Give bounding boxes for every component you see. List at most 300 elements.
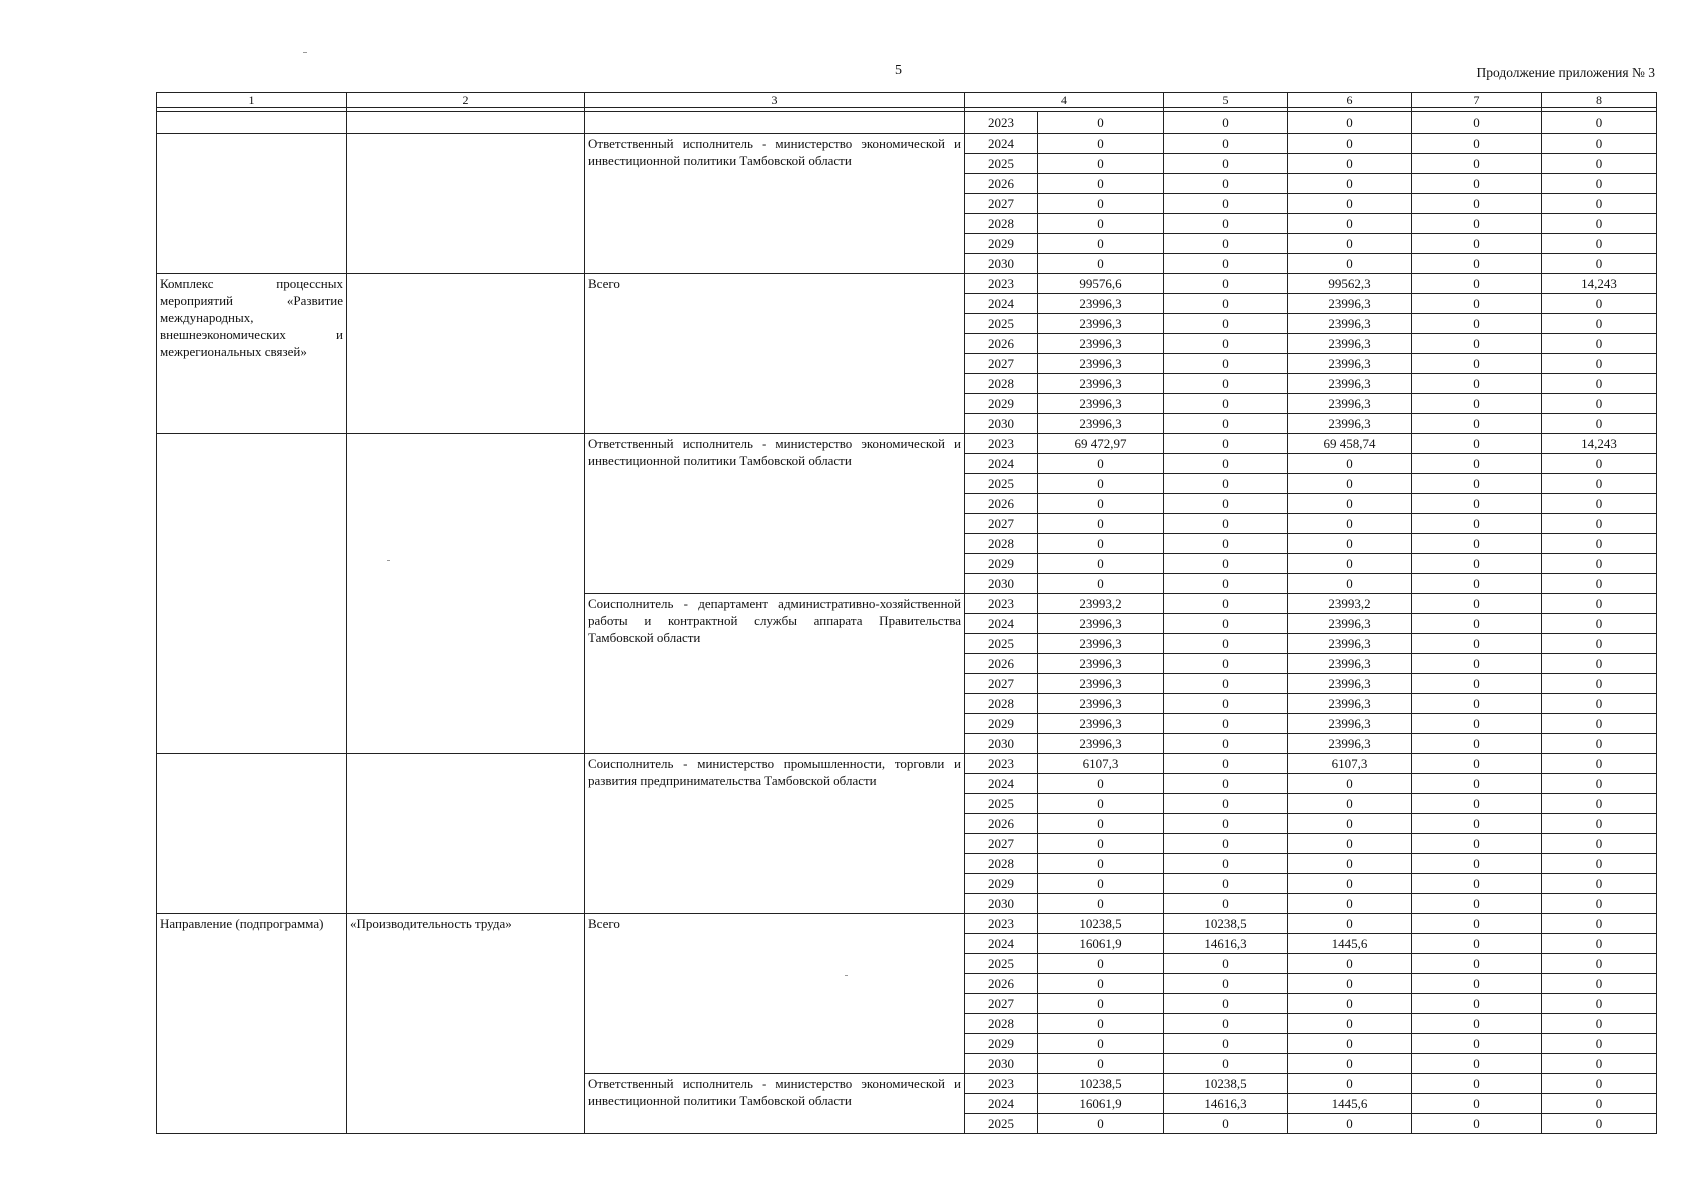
value-cell: 0 — [1164, 794, 1288, 814]
year-cell: 2026 — [965, 334, 1038, 354]
value-cell: 0 — [1542, 174, 1657, 194]
value-cell: 99576,6 — [1038, 274, 1164, 294]
year-cell: 2030 — [965, 574, 1038, 594]
program-element-cell — [157, 434, 347, 754]
value-cell: 0 — [1038, 474, 1164, 494]
year-cell: 2023 — [965, 1074, 1038, 1094]
value-cell: 0 — [1542, 494, 1657, 514]
value-cell: 0 — [1542, 154, 1657, 174]
program-element-cell — [157, 112, 347, 134]
value-cell: 0 — [1038, 814, 1164, 834]
value-cell: 0 — [1288, 974, 1412, 994]
value-cell: 0 — [1038, 894, 1164, 914]
year-cell: 2023 — [965, 112, 1038, 134]
value-cell: 0 — [1542, 954, 1657, 974]
value-cell: 0 — [1412, 194, 1542, 214]
value-cell: 0 — [1542, 894, 1657, 914]
value-cell: 0 — [1288, 234, 1412, 254]
value-cell: 0 — [1412, 534, 1542, 554]
year-cell: 2026 — [965, 174, 1038, 194]
value-cell: 23996,3 — [1038, 294, 1164, 314]
value-cell: 0 — [1412, 614, 1542, 634]
value-cell: 0 — [1288, 1054, 1412, 1074]
value-cell: 0 — [1164, 234, 1288, 254]
column-header: 3 — [585, 93, 965, 108]
value-cell: 6107,3 — [1038, 754, 1164, 774]
year-cell: 2024 — [965, 934, 1038, 954]
year-cell: 2028 — [965, 694, 1038, 714]
program-name-cell — [347, 754, 585, 914]
executor-cell: Соисполнитель - министерство промышленности, торговли и развития предпринимательства Тамбовской области — [585, 754, 965, 914]
value-cell: 0 — [1164, 1014, 1288, 1034]
value-cell: 23993,2 — [1288, 594, 1412, 614]
value-cell: 0 — [1164, 474, 1288, 494]
value-cell: 0 — [1542, 134, 1657, 154]
year-cell: 2029 — [965, 234, 1038, 254]
program-name-cell: «Производительность труда» — [347, 914, 585, 1134]
value-cell: 0 — [1412, 494, 1542, 514]
value-cell: 0 — [1412, 854, 1542, 874]
value-cell: 0 — [1542, 614, 1657, 634]
value-cell: 0 — [1542, 354, 1657, 374]
value-cell: 0 — [1164, 1034, 1288, 1054]
value-cell: 0 — [1412, 474, 1542, 494]
value-cell: 23996,3 — [1038, 734, 1164, 754]
value-cell: 23993,2 — [1038, 594, 1164, 614]
year-cell: 2027 — [965, 354, 1038, 374]
value-cell: 23996,3 — [1288, 654, 1412, 674]
value-cell: 0 — [1038, 854, 1164, 874]
value-cell: 0 — [1038, 794, 1164, 814]
value-cell: 0 — [1542, 1034, 1657, 1054]
value-cell: 0 — [1288, 514, 1412, 534]
value-cell: 23996,3 — [1288, 634, 1412, 654]
value-cell: 0 — [1412, 994, 1542, 1014]
value-cell: 0 — [1542, 854, 1657, 874]
executor-cell — [585, 112, 965, 134]
value-cell: 0 — [1164, 874, 1288, 894]
value-cell: 0 — [1288, 1014, 1412, 1034]
value-cell: 0 — [1288, 214, 1412, 234]
value-cell: 23996,3 — [1038, 374, 1164, 394]
value-cell: 0 — [1412, 914, 1542, 934]
value-cell: 0 — [1412, 834, 1542, 854]
value-cell: 0 — [1288, 954, 1412, 974]
value-cell: 23996,3 — [1288, 394, 1412, 414]
value-cell: 0 — [1164, 314, 1288, 334]
value-cell: 23996,3 — [1038, 314, 1164, 334]
value-cell: 0 — [1038, 774, 1164, 794]
value-cell: 10238,5 — [1164, 1074, 1288, 1094]
value-cell: 0 — [1542, 414, 1657, 434]
value-cell: 0 — [1288, 534, 1412, 554]
value-cell: 0 — [1038, 1014, 1164, 1034]
value-cell: 16061,9 — [1038, 1094, 1164, 1114]
value-cell: 0 — [1542, 334, 1657, 354]
column-header: 4 — [965, 93, 1164, 108]
executor-cell: Ответственный исполнитель - министерство экономической и инвестиционной политики Тамбовской области — [585, 1074, 965, 1134]
value-cell: 0 — [1288, 494, 1412, 514]
year-cell: 2023 — [965, 594, 1038, 614]
value-cell: 0 — [1164, 274, 1288, 294]
value-cell: 0 — [1412, 234, 1542, 254]
value-cell: 0 — [1038, 994, 1164, 1014]
value-cell: 0 — [1038, 534, 1164, 554]
executor-cell: Соисполнитель - департамент административно-хозяйственной работы и контрактной службы аппарата Правительства Тамбовской области — [585, 594, 965, 754]
value-cell: 23996,3 — [1288, 694, 1412, 714]
value-cell: 0 — [1542, 394, 1657, 414]
year-cell: 2025 — [965, 154, 1038, 174]
value-cell: 0 — [1412, 634, 1542, 654]
column-header: 2 — [347, 93, 585, 108]
value-cell: 0 — [1542, 534, 1657, 554]
page-number: 5 — [895, 63, 902, 78]
value-cell: 0 — [1288, 474, 1412, 494]
year-cell: 2029 — [965, 1034, 1038, 1054]
year-cell: 2023 — [965, 434, 1038, 454]
value-cell: 0 — [1164, 1054, 1288, 1074]
value-cell: 0 — [1288, 814, 1412, 834]
value-cell: 99562,3 — [1288, 274, 1412, 294]
value-cell: 69 458,74 — [1288, 434, 1412, 454]
value-cell: 10238,5 — [1164, 914, 1288, 934]
table-row — [157, 754, 1657, 774]
year-cell: 2025 — [965, 794, 1038, 814]
program-name-cell — [347, 112, 585, 134]
value-cell: 0 — [1412, 214, 1542, 234]
value-cell: 0 — [1038, 514, 1164, 534]
value-cell: 0 — [1412, 154, 1542, 174]
value-cell: 0 — [1038, 454, 1164, 474]
year-cell: 2024 — [965, 134, 1038, 154]
value-cell: 0 — [1542, 254, 1657, 274]
value-cell: 0 — [1542, 1114, 1657, 1134]
year-cell: 2024 — [965, 774, 1038, 794]
value-cell: 0 — [1038, 954, 1164, 974]
value-cell: 0 — [1412, 1034, 1542, 1054]
value-cell: 23996,3 — [1038, 694, 1164, 714]
year-cell: 2026 — [965, 654, 1038, 674]
year-cell: 2030 — [965, 894, 1038, 914]
value-cell: 0 — [1038, 214, 1164, 234]
value-cell: 0 — [1412, 794, 1542, 814]
value-cell: 0 — [1542, 194, 1657, 214]
value-cell: 0 — [1164, 414, 1288, 434]
year-cell: 2024 — [965, 454, 1038, 474]
value-cell: 0 — [1542, 1094, 1657, 1114]
value-cell: 0 — [1164, 154, 1288, 174]
year-cell: 2029 — [965, 874, 1038, 894]
table-row — [157, 112, 1657, 134]
value-cell: 0 — [1412, 934, 1542, 954]
value-cell: 0 — [1412, 654, 1542, 674]
year-cell: 2029 — [965, 554, 1038, 574]
value-cell: 0 — [1038, 554, 1164, 574]
value-cell: 0 — [1542, 794, 1657, 814]
column-header: 1 — [157, 93, 347, 108]
value-cell: 0 — [1038, 154, 1164, 174]
value-cell: 0 — [1412, 1054, 1542, 1074]
value-cell: 23996,3 — [1038, 714, 1164, 734]
value-cell: 0 — [1542, 874, 1657, 894]
value-cell: 0 — [1164, 574, 1288, 594]
value-cell: 0 — [1412, 354, 1542, 374]
value-cell: 0 — [1288, 174, 1412, 194]
value-cell: 0 — [1542, 834, 1657, 854]
value-cell: 0 — [1412, 894, 1542, 914]
value-cell: 0 — [1542, 234, 1657, 254]
value-cell: 0 — [1542, 594, 1657, 614]
value-cell: 0 — [1164, 834, 1288, 854]
value-cell: 1445,6 — [1288, 1094, 1412, 1114]
value-cell: 0 — [1412, 294, 1542, 314]
value-cell: 0 — [1412, 1074, 1542, 1094]
value-cell: 23996,3 — [1288, 414, 1412, 434]
value-cell: 0 — [1542, 674, 1657, 694]
value-cell: 0 — [1164, 734, 1288, 754]
value-cell: 0 — [1164, 354, 1288, 374]
value-cell: 0 — [1038, 174, 1164, 194]
value-cell: 0 — [1542, 974, 1657, 994]
year-cell: 2030 — [965, 734, 1038, 754]
executor-cell: Всего — [585, 274, 965, 434]
value-cell: 0 — [1164, 594, 1288, 614]
value-cell: 0 — [1542, 934, 1657, 954]
table-row — [157, 274, 1657, 294]
value-cell: 0 — [1288, 134, 1412, 154]
value-cell: 0 — [1412, 954, 1542, 974]
value-cell: 0 — [1164, 434, 1288, 454]
year-cell: 2027 — [965, 674, 1038, 694]
value-cell: 0 — [1542, 454, 1657, 474]
value-cell: 0 — [1542, 914, 1657, 934]
value-cell: 23996,3 — [1038, 334, 1164, 354]
value-cell: 23996,3 — [1288, 314, 1412, 334]
value-cell: 0 — [1038, 134, 1164, 154]
value-cell: 0 — [1288, 854, 1412, 874]
year-cell: 2030 — [965, 254, 1038, 274]
value-cell: 0 — [1288, 194, 1412, 214]
year-cell: 2025 — [965, 1114, 1038, 1134]
value-cell: 0 — [1542, 634, 1657, 654]
value-cell: 0 — [1542, 474, 1657, 494]
value-cell: 0 — [1412, 1014, 1542, 1034]
value-cell: 0 — [1542, 734, 1657, 754]
value-cell: 0 — [1164, 214, 1288, 234]
year-cell: 2025 — [965, 314, 1038, 334]
value-cell: 23996,3 — [1038, 354, 1164, 374]
value-cell: 0 — [1412, 174, 1542, 194]
year-cell: 2030 — [965, 414, 1038, 434]
value-cell: 0 — [1164, 754, 1288, 774]
table-body — [157, 112, 1657, 1134]
table-row — [157, 434, 1657, 454]
year-cell: 2025 — [965, 474, 1038, 494]
value-cell: 14,243 — [1542, 434, 1657, 454]
value-cell: 23996,3 — [1288, 714, 1412, 734]
year-cell: 2027 — [965, 514, 1038, 534]
value-cell: 0 — [1542, 314, 1657, 334]
value-cell: 0 — [1412, 394, 1542, 414]
value-cell: 0 — [1288, 1074, 1412, 1094]
value-cell: 0 — [1542, 1074, 1657, 1094]
value-cell: 0 — [1412, 734, 1542, 754]
value-cell: 0 — [1038, 1054, 1164, 1074]
value-cell: 0 — [1542, 554, 1657, 574]
executor-cell: Всего — [585, 914, 965, 1074]
value-cell: 16061,9 — [1038, 934, 1164, 954]
value-cell: 0 — [1412, 554, 1542, 574]
value-cell: 0 — [1288, 554, 1412, 574]
value-cell: 0 — [1164, 134, 1288, 154]
value-cell: 0 — [1038, 254, 1164, 274]
value-cell: 0 — [1412, 754, 1542, 774]
value-cell: 0 — [1164, 454, 1288, 474]
year-cell: 2030 — [965, 1054, 1038, 1074]
value-cell: 0 — [1542, 294, 1657, 314]
value-cell: 0 — [1164, 974, 1288, 994]
value-cell: 0 — [1038, 834, 1164, 854]
value-cell: 0 — [1542, 994, 1657, 1014]
column-header: 6 — [1288, 93, 1412, 108]
value-cell: 23996,3 — [1038, 414, 1164, 434]
year-cell: 2029 — [965, 394, 1038, 414]
value-cell: 0 — [1164, 494, 1288, 514]
value-cell: 0 — [1164, 1114, 1288, 1134]
year-cell: 2028 — [965, 534, 1038, 554]
value-cell: 0 — [1164, 334, 1288, 354]
year-cell: 2027 — [965, 194, 1038, 214]
value-cell: 0 — [1164, 394, 1288, 414]
value-cell: 0 — [1542, 214, 1657, 234]
value-cell: 0 — [1412, 254, 1542, 274]
year-cell: 2028 — [965, 374, 1038, 394]
year-cell: 2025 — [965, 954, 1038, 974]
value-cell: 0 — [1412, 434, 1542, 454]
value-cell: 0 — [1542, 694, 1657, 714]
value-cell: 0 — [1164, 534, 1288, 554]
value-cell: 14616,3 — [1164, 1094, 1288, 1114]
value-cell: 0 — [1038, 874, 1164, 894]
value-cell: 0 — [1288, 1114, 1412, 1134]
value-cell: 0 — [1164, 174, 1288, 194]
table-row — [157, 134, 1657, 154]
value-cell: 0 — [1412, 814, 1542, 834]
program-name-cell — [347, 274, 585, 434]
value-cell: 0 — [1164, 634, 1288, 654]
year-cell: 2027 — [965, 994, 1038, 1014]
value-cell: 0 — [1412, 974, 1542, 994]
year-cell: 2028 — [965, 1014, 1038, 1034]
value-cell: 0 — [1542, 574, 1657, 594]
program-name-cell — [347, 134, 585, 274]
executor-cell: Ответственный исполнитель - министерство экономической и инвестиционной политики Тамбовской области — [585, 134, 965, 274]
value-cell: 0 — [1542, 774, 1657, 794]
value-cell: 0 — [1412, 594, 1542, 614]
year-cell: 2023 — [965, 274, 1038, 294]
value-cell: 0 — [1038, 1034, 1164, 1054]
year-cell: 2025 — [965, 634, 1038, 654]
value-cell: 0 — [1412, 1094, 1542, 1114]
value-cell: 6107,3 — [1288, 754, 1412, 774]
year-cell: 2023 — [965, 754, 1038, 774]
year-cell: 2024 — [965, 294, 1038, 314]
year-cell: 2026 — [965, 494, 1038, 514]
value-cell: 0 — [1412, 274, 1542, 294]
value-cell: 23996,3 — [1288, 354, 1412, 374]
value-cell: 0 — [1542, 714, 1657, 734]
scan-speck — [303, 52, 307, 53]
program-name-cell — [347, 434, 585, 754]
value-cell: 0 — [1164, 554, 1288, 574]
value-cell: 0 — [1412, 774, 1542, 794]
value-cell: 0 — [1412, 454, 1542, 474]
value-cell: 23996,3 — [1288, 734, 1412, 754]
value-cell: 0 — [1164, 694, 1288, 714]
program-element-cell — [157, 134, 347, 274]
value-cell: 0 — [1164, 514, 1288, 534]
value-cell: 23996,3 — [1038, 674, 1164, 694]
value-cell: 0 — [1164, 714, 1288, 734]
year-cell: 2028 — [965, 854, 1038, 874]
value-cell: 0 — [1288, 574, 1412, 594]
year-cell: 2027 — [965, 834, 1038, 854]
value-cell: 0 — [1164, 194, 1288, 214]
year-cell: 2028 — [965, 214, 1038, 234]
value-cell: 0 — [1164, 614, 1288, 634]
program-element-cell: Комплекс процессных мероприятий «Развитие международных, внешнеэкономических и межрегиональных связей» — [157, 274, 347, 434]
value-cell: 0 — [1164, 954, 1288, 974]
value-cell: 0 — [1542, 654, 1657, 674]
value-cell: 23996,3 — [1288, 674, 1412, 694]
year-cell: 2026 — [965, 814, 1038, 834]
value-cell: 0 — [1412, 1114, 1542, 1134]
value-cell: 10238,5 — [1038, 914, 1164, 934]
value-cell: 23996,3 — [1288, 374, 1412, 394]
value-cell: 0 — [1164, 294, 1288, 314]
value-cell: 0 — [1412, 514, 1542, 534]
continuation-label: Продолжение приложения № 3 — [1476, 65, 1655, 80]
year-cell: 2024 — [965, 614, 1038, 634]
value-cell: 0 — [1412, 694, 1542, 714]
value-cell: 23996,3 — [1288, 294, 1412, 314]
budget-table — [156, 92, 1657, 1134]
value-cell: 0 — [1288, 254, 1412, 274]
value-cell: 0 — [1164, 674, 1288, 694]
value-cell: 0 — [1038, 234, 1164, 254]
value-cell: 0 — [1288, 794, 1412, 814]
column-header: 7 — [1412, 93, 1542, 108]
value-cell: 69 472,97 — [1038, 434, 1164, 454]
value-cell: 1445,6 — [1288, 934, 1412, 954]
value-cell: 0 — [1412, 874, 1542, 894]
value-cell: 0 — [1038, 112, 1164, 134]
value-cell: 0 — [1164, 654, 1288, 674]
value-cell: 0 — [1412, 414, 1542, 434]
value-cell: 0 — [1412, 714, 1542, 734]
value-cell: 0 — [1412, 314, 1542, 334]
value-cell: 0 — [1542, 1054, 1657, 1074]
value-cell: 23996,3 — [1038, 394, 1164, 414]
value-cell: 0 — [1412, 674, 1542, 694]
value-cell: 0 — [1164, 994, 1288, 1014]
value-cell: 0 — [1038, 494, 1164, 514]
value-cell: 0 — [1412, 334, 1542, 354]
value-cell: 0 — [1288, 894, 1412, 914]
value-cell: 0 — [1412, 112, 1542, 134]
column-header: 5 — [1164, 93, 1288, 108]
column-number-row — [157, 93, 1657, 108]
